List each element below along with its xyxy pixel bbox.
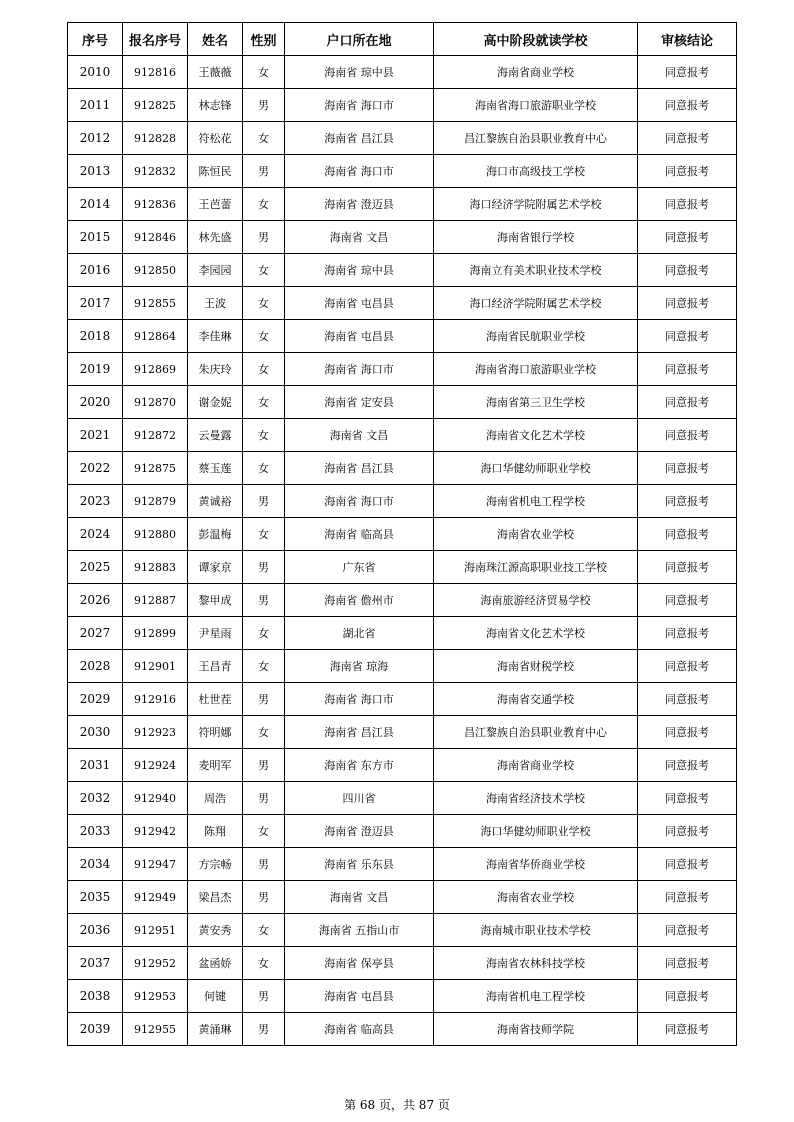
name-cell: 黄涌琳 (188, 1013, 243, 1046)
conclusion-cell: 同意报考 (638, 782, 737, 815)
reg-no-cell: 912953 (123, 980, 188, 1013)
reg-no-cell: 912951 (123, 914, 188, 947)
table-row (68, 749, 737, 782)
gender-cell: 女 (243, 716, 285, 749)
school-cell: 海口经济学院附属艺术学校 (434, 287, 638, 320)
name-cell: 蔡玉莲 (188, 452, 243, 485)
reg-no-cell: 912825 (123, 89, 188, 122)
table-row (68, 320, 737, 353)
name-cell: 王薇薇 (188, 56, 243, 89)
table-row (68, 419, 737, 452)
gender-cell: 女 (243, 122, 285, 155)
reg-no-cell: 912855 (123, 287, 188, 320)
conclusion-cell: 同意报考 (638, 221, 737, 254)
seq-cell: 2010 (68, 56, 123, 89)
gender-cell: 男 (243, 1013, 285, 1046)
school-cell: 海口华健幼师职业学校 (434, 815, 638, 848)
conclusion-cell: 同意报考 (638, 848, 737, 881)
conclusion-cell: 同意报考 (638, 617, 737, 650)
seq-cell: 2034 (68, 848, 123, 881)
conclusion-cell: 同意报考 (638, 155, 737, 188)
reg-no-cell: 912942 (123, 815, 188, 848)
school-cell: 海南省第三卫生学校 (434, 386, 638, 419)
seq-cell: 2016 (68, 254, 123, 287)
residence-cell: 海南省 文昌 (285, 419, 434, 452)
conclusion-cell: 同意报考 (638, 254, 737, 287)
header-row (68, 23, 737, 56)
seq-cell: 2025 (68, 551, 123, 584)
conclusion-cell: 同意报考 (638, 485, 737, 518)
seq-cell: 2014 (68, 188, 123, 221)
conclusion-cell: 同意报考 (638, 749, 737, 782)
record-table-container (67, 22, 736, 1046)
residence-cell: 海南省 屯昌县 (285, 287, 434, 320)
school-cell: 海南省农业学校 (434, 518, 638, 551)
conclusion-cell: 同意报考 (638, 1013, 737, 1046)
school-cell: 海南省经济技术学校 (434, 782, 638, 815)
gender-cell: 女 (243, 452, 285, 485)
residence-cell: 海南省 海口市 (285, 155, 434, 188)
gender-cell: 女 (243, 386, 285, 419)
reg-no-cell: 912869 (123, 353, 188, 386)
name-cell: 杜世茬 (188, 683, 243, 716)
seq-cell: 2023 (68, 485, 123, 518)
name-cell: 朱庆玲 (188, 353, 243, 386)
school-cell: 海南旅游经济贸易学校 (434, 584, 638, 617)
residence-cell: 海南省 海口市 (285, 353, 434, 386)
conclusion-cell: 同意报考 (638, 287, 737, 320)
residence-cell: 海南省 临高县 (285, 518, 434, 551)
applicant-review-table (67, 22, 737, 1046)
table-row (68, 881, 737, 914)
name-cell: 陈翔 (188, 815, 243, 848)
gender-cell: 男 (243, 584, 285, 617)
seq-cell: 2038 (68, 980, 123, 1013)
reg-no-cell: 912924 (123, 749, 188, 782)
conclusion-cell: 同意报考 (638, 980, 737, 1013)
name-cell: 梁昌杰 (188, 881, 243, 914)
name-cell: 李园园 (188, 254, 243, 287)
reg-no-cell: 912816 (123, 56, 188, 89)
table-row (68, 716, 737, 749)
table-header (68, 23, 737, 56)
seq-cell: 2018 (68, 320, 123, 353)
conclusion-cell: 同意报考 (638, 353, 737, 386)
table-row (68, 188, 737, 221)
residence-cell: 广东省 (285, 551, 434, 584)
header-school: 高中阶段就读学校 (434, 23, 638, 56)
reg-no-cell: 912832 (123, 155, 188, 188)
gender-cell: 女 (243, 56, 285, 89)
residence-cell: 海南省 文昌 (285, 221, 434, 254)
gender-cell: 男 (243, 683, 285, 716)
gender-cell: 女 (243, 650, 285, 683)
residence-cell: 海南省 澄迈县 (285, 188, 434, 221)
school-cell: 海口经济学院附属艺术学校 (434, 188, 638, 221)
residence-cell: 海南省 临高县 (285, 1013, 434, 1046)
seq-cell: 2030 (68, 716, 123, 749)
page-number: 第 68 页，共 87 页 (344, 1098, 450, 1112)
name-cell: 云曼露 (188, 419, 243, 452)
table-body (68, 56, 737, 1046)
table-row (68, 782, 737, 815)
school-cell: 海南珠江源高职职业技工学校 (434, 551, 638, 584)
gender-cell: 男 (243, 485, 285, 518)
school-cell: 海南省海口旅游职业学校 (434, 353, 638, 386)
table-row (68, 617, 737, 650)
school-cell: 海南省华侨商业学校 (434, 848, 638, 881)
name-cell: 王波 (188, 287, 243, 320)
name-cell: 王昌青 (188, 650, 243, 683)
gender-cell: 女 (243, 254, 285, 287)
seq-cell: 2031 (68, 749, 123, 782)
residence-cell: 海南省 昌江县 (285, 716, 434, 749)
name-cell: 黎甲成 (188, 584, 243, 617)
reg-no-cell: 912899 (123, 617, 188, 650)
conclusion-cell: 同意报考 (638, 947, 737, 980)
reg-no-cell: 912887 (123, 584, 188, 617)
table-row (68, 947, 737, 980)
name-cell: 符明娜 (188, 716, 243, 749)
gender-cell: 女 (243, 353, 285, 386)
reg-no-cell: 912872 (123, 419, 188, 452)
header-residence: 户口所在地 (285, 23, 434, 56)
reg-no-cell: 912949 (123, 881, 188, 914)
residence-cell: 海南省 东方市 (285, 749, 434, 782)
name-cell: 盆函娇 (188, 947, 243, 980)
residence-cell: 海南省 五指山市 (285, 914, 434, 947)
name-cell: 王芭蕾 (188, 188, 243, 221)
seq-cell: 2012 (68, 122, 123, 155)
school-cell: 昌江黎族自治县职业教育中心 (434, 122, 638, 155)
residence-cell: 海南省 屯昌县 (285, 320, 434, 353)
table-row (68, 452, 737, 485)
gender-cell: 男 (243, 782, 285, 815)
name-cell: 谭家京 (188, 551, 243, 584)
gender-cell: 女 (243, 188, 285, 221)
table-row (68, 485, 737, 518)
header-reg-no: 报名序号 (123, 23, 188, 56)
table-row (68, 386, 737, 419)
conclusion-cell: 同意报考 (638, 551, 737, 584)
seq-cell: 2024 (68, 518, 123, 551)
school-cell: 海口市高级技工学校 (434, 155, 638, 188)
gender-cell: 男 (243, 980, 285, 1013)
seq-cell: 2015 (68, 221, 123, 254)
name-cell: 麦明军 (188, 749, 243, 782)
table-row (68, 914, 737, 947)
reg-no-cell: 912952 (123, 947, 188, 980)
seq-cell: 2022 (68, 452, 123, 485)
reg-no-cell: 912870 (123, 386, 188, 419)
seq-cell: 2017 (68, 287, 123, 320)
conclusion-cell: 同意报考 (638, 518, 737, 551)
seq-cell: 2032 (68, 782, 123, 815)
conclusion-cell: 同意报考 (638, 716, 737, 749)
header-name: 姓名 (188, 23, 243, 56)
name-cell: 黄诚裕 (188, 485, 243, 518)
table-row (68, 683, 737, 716)
reg-no-cell: 912880 (123, 518, 188, 551)
gender-cell: 男 (243, 881, 285, 914)
school-cell: 海南省海口旅游职业学校 (434, 89, 638, 122)
school-cell: 海口华健幼师职业学校 (434, 452, 638, 485)
table-row (68, 848, 737, 881)
residence-cell: 海南省 海口市 (285, 485, 434, 518)
table-row (68, 221, 737, 254)
name-cell: 何键 (188, 980, 243, 1013)
reg-no-cell: 912916 (123, 683, 188, 716)
table-row (68, 353, 737, 386)
residence-cell: 海南省 澄迈县 (285, 815, 434, 848)
residence-cell: 湖北省 (285, 617, 434, 650)
gender-cell: 男 (243, 155, 285, 188)
residence-cell: 海南省 屯昌县 (285, 980, 434, 1013)
table-row (68, 551, 737, 584)
reg-no-cell: 912955 (123, 1013, 188, 1046)
gender-cell: 女 (243, 914, 285, 947)
conclusion-cell: 同意报考 (638, 452, 737, 485)
reg-no-cell: 912901 (123, 650, 188, 683)
name-cell: 符松花 (188, 122, 243, 155)
name-cell: 谢金妮 (188, 386, 243, 419)
conclusion-cell: 同意报考 (638, 881, 737, 914)
school-cell: 海南省机电工程学校 (434, 485, 638, 518)
residence-cell: 海南省 海口市 (285, 683, 434, 716)
reg-no-cell: 912850 (123, 254, 188, 287)
school-cell: 海南省技师学院 (434, 1013, 638, 1046)
seq-cell: 2033 (68, 815, 123, 848)
seq-cell: 2029 (68, 683, 123, 716)
reg-no-cell: 912940 (123, 782, 188, 815)
seq-cell: 2021 (68, 419, 123, 452)
table-row (68, 980, 737, 1013)
conclusion-cell: 同意报考 (638, 122, 737, 155)
gender-cell: 男 (243, 749, 285, 782)
school-cell: 海南城市职业技术学校 (434, 914, 638, 947)
table-row (68, 584, 737, 617)
gender-cell: 男 (243, 221, 285, 254)
gender-cell: 女 (243, 287, 285, 320)
school-cell: 昌江黎族自治县职业教育中心 (434, 716, 638, 749)
gender-cell: 女 (243, 320, 285, 353)
table-row (68, 254, 737, 287)
reg-no-cell: 912864 (123, 320, 188, 353)
residence-cell: 海南省 琼中县 (285, 254, 434, 287)
reg-no-cell: 912923 (123, 716, 188, 749)
school-cell: 海南省民航职业学校 (434, 320, 638, 353)
seq-cell: 2028 (68, 650, 123, 683)
seq-cell: 2011 (68, 89, 123, 122)
conclusion-cell: 同意报考 (638, 914, 737, 947)
residence-cell: 海南省 琼中县 (285, 56, 434, 89)
seq-cell: 2027 (68, 617, 123, 650)
reg-no-cell: 912883 (123, 551, 188, 584)
school-cell: 海南省交通学校 (434, 683, 638, 716)
gender-cell: 男 (243, 848, 285, 881)
seq-cell: 2035 (68, 881, 123, 914)
residence-cell: 海南省 昌江县 (285, 452, 434, 485)
table-row (68, 155, 737, 188)
header-seq: 序号 (68, 23, 123, 56)
reg-no-cell: 912879 (123, 485, 188, 518)
seq-cell: 2020 (68, 386, 123, 419)
reg-no-cell: 912828 (123, 122, 188, 155)
table-row (68, 1013, 737, 1046)
name-cell: 陈恒民 (188, 155, 243, 188)
reg-no-cell: 912947 (123, 848, 188, 881)
residence-cell: 海南省 海口市 (285, 89, 434, 122)
school-cell: 海南省商业学校 (434, 749, 638, 782)
residence-cell: 海南省 琼海 (285, 650, 434, 683)
school-cell: 海南省机电工程学校 (434, 980, 638, 1013)
table-row (68, 287, 737, 320)
conclusion-cell: 同意报考 (638, 584, 737, 617)
name-cell: 林先盛 (188, 221, 243, 254)
seq-cell: 2037 (68, 947, 123, 980)
seq-cell: 2013 (68, 155, 123, 188)
conclusion-cell: 同意报考 (638, 188, 737, 221)
conclusion-cell: 同意报考 (638, 650, 737, 683)
residence-cell: 海南省 昌江县 (285, 122, 434, 155)
conclusion-cell: 同意报考 (638, 56, 737, 89)
header-conclusion: 审核结论 (638, 23, 737, 56)
conclusion-cell: 同意报考 (638, 89, 737, 122)
seq-cell: 2026 (68, 584, 123, 617)
table-row (68, 122, 737, 155)
table-row (68, 56, 737, 89)
table-row (68, 89, 737, 122)
conclusion-cell: 同意报考 (638, 419, 737, 452)
name-cell: 周浩 (188, 782, 243, 815)
name-cell: 方宗畅 (188, 848, 243, 881)
residence-cell: 海南省 文昌 (285, 881, 434, 914)
gender-cell: 女 (243, 518, 285, 551)
gender-cell: 女 (243, 419, 285, 452)
conclusion-cell: 同意报考 (638, 683, 737, 716)
reg-no-cell: 912875 (123, 452, 188, 485)
residence-cell: 海南省 儋州市 (285, 584, 434, 617)
school-cell: 海南省农业学校 (434, 881, 638, 914)
school-cell: 海南省文化艺术学校 (434, 419, 638, 452)
table-row (68, 518, 737, 551)
seq-cell: 2036 (68, 914, 123, 947)
residence-cell: 海南省 乐东县 (285, 848, 434, 881)
residence-cell: 海南省 保亭县 (285, 947, 434, 980)
reg-no-cell: 912846 (123, 221, 188, 254)
name-cell: 林志锋 (188, 89, 243, 122)
conclusion-cell: 同意报考 (638, 815, 737, 848)
seq-cell: 2039 (68, 1013, 123, 1046)
school-cell: 海南省农林科技学校 (434, 947, 638, 980)
name-cell: 黄安秀 (188, 914, 243, 947)
gender-cell: 女 (243, 617, 285, 650)
gender-cell: 女 (243, 947, 285, 980)
school-cell: 海南立有美术职业技术学校 (434, 254, 638, 287)
name-cell: 李佳琳 (188, 320, 243, 353)
header-gender: 性别 (243, 23, 285, 56)
gender-cell: 男 (243, 551, 285, 584)
gender-cell: 男 (243, 89, 285, 122)
conclusion-cell: 同意报考 (638, 386, 737, 419)
school-cell: 海南省文化艺术学校 (434, 617, 638, 650)
conclusion-cell: 同意报考 (638, 320, 737, 353)
residence-cell: 四川省 (285, 782, 434, 815)
name-cell: 彭温梅 (188, 518, 243, 551)
table-row (68, 650, 737, 683)
school-cell: 海南省商业学校 (434, 56, 638, 89)
reg-no-cell: 912836 (123, 188, 188, 221)
gender-cell: 女 (243, 815, 285, 848)
school-cell: 海南省财税学校 (434, 650, 638, 683)
name-cell: 尹星雨 (188, 617, 243, 650)
seq-cell: 2019 (68, 353, 123, 386)
table-row (68, 815, 737, 848)
residence-cell: 海南省 定安县 (285, 386, 434, 419)
school-cell: 海南省银行学校 (434, 221, 638, 254)
